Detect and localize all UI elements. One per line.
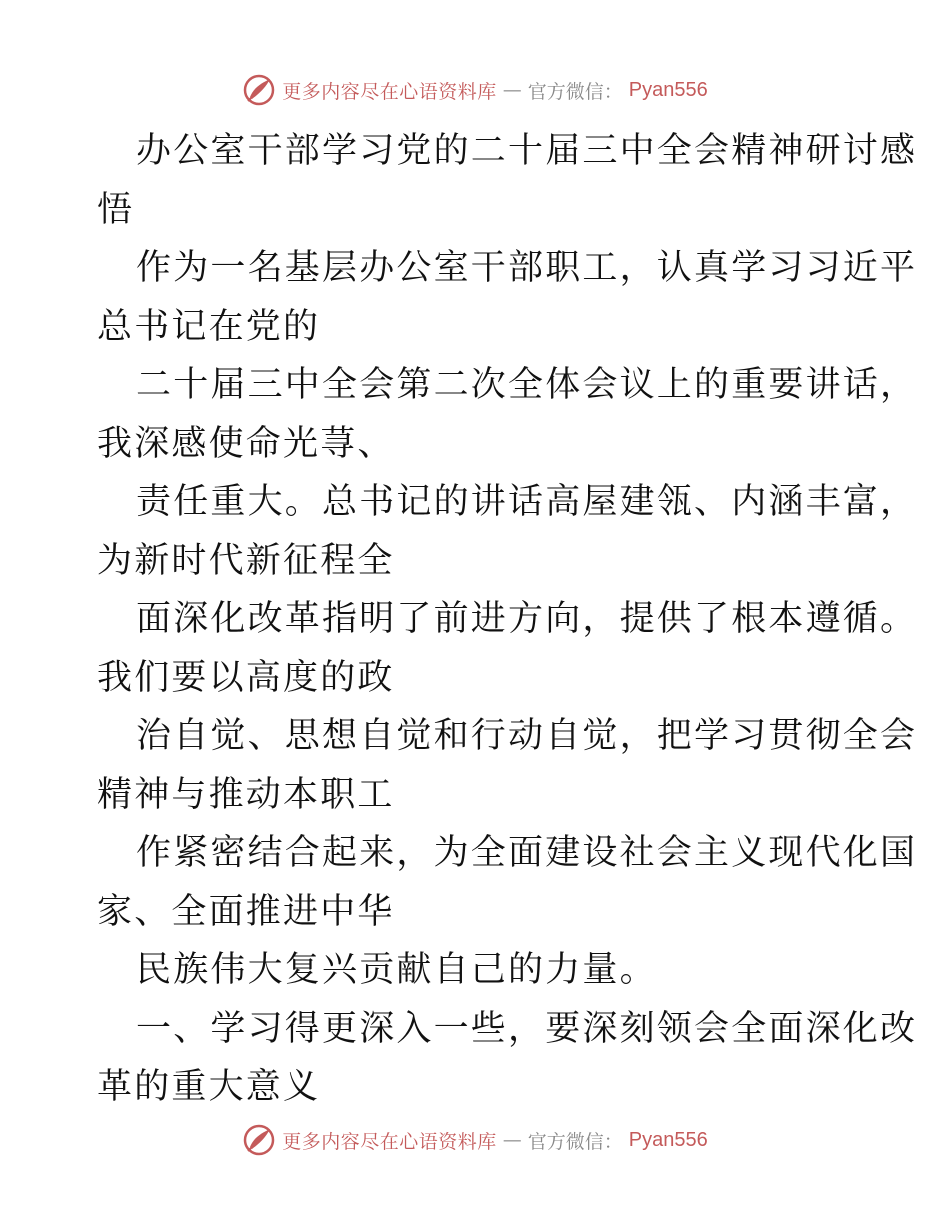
banner-separator: — bbox=[502, 79, 522, 101]
text-line: 二十届三中全会第二次全体会议上的重要讲话， bbox=[136, 365, 918, 405]
text-line: 精神与推动本职工 bbox=[97, 774, 395, 815]
document-body bbox=[97, 122, 918, 1117]
contact-label: 官方微信： bbox=[527, 80, 623, 103]
text-line: 我深感使命光荨、 bbox=[97, 423, 395, 464]
text-line: 为新时代新征程全 bbox=[97, 540, 395, 581]
text-line: 家、全面推进中华 bbox=[97, 891, 395, 932]
text-line: 悟 bbox=[97, 189, 135, 230]
section-heading-line: 一、学习得更深入一些，要深刻领会全面深化改 bbox=[136, 1008, 918, 1049]
brand-text: 更多内容尽在心语资料库 bbox=[282, 1130, 497, 1153]
text-line: 我们要以高度的政 bbox=[97, 657, 395, 698]
text-line: 作为一名基层办公室干部职工，认真学习习近平 bbox=[136, 248, 918, 288]
text-line: 作紧密结合起来，为全面建设社会主义现代化国 bbox=[136, 833, 918, 873]
contact-id: Pyan556 bbox=[628, 1128, 708, 1151]
banner-separator: — bbox=[502, 1129, 522, 1151]
text-line: 治自觉、思想自觉和行动自觉，把学习贯彻全会 bbox=[136, 716, 918, 756]
text-line: 面深化改革指明了前进方向，提供了根本遵循。 bbox=[136, 599, 918, 639]
brand-text: 更多内容尽在心语资料库 bbox=[282, 80, 497, 103]
footer-banner bbox=[0, 1120, 950, 1160]
header-banner bbox=[0, 70, 950, 110]
contact-id: Pyan556 bbox=[628, 78, 708, 101]
pen-logo-icon bbox=[242, 1123, 276, 1157]
text-line: 民族伟大复兴贡献自己的力量。 bbox=[136, 950, 657, 990]
pen-logo-icon bbox=[242, 73, 276, 107]
text-line: 办公室干部学习党的二十届三中全会精神研讨感 bbox=[136, 131, 918, 171]
text-line: 总书记在党的 bbox=[97, 306, 321, 347]
section-heading-line: 革的重大意义 bbox=[97, 1067, 321, 1107]
text-line: 责任重大。总书记的讲话高屋建瓴、内涵丰富， bbox=[136, 482, 918, 522]
contact-label: 官方微信： bbox=[527, 1130, 623, 1153]
